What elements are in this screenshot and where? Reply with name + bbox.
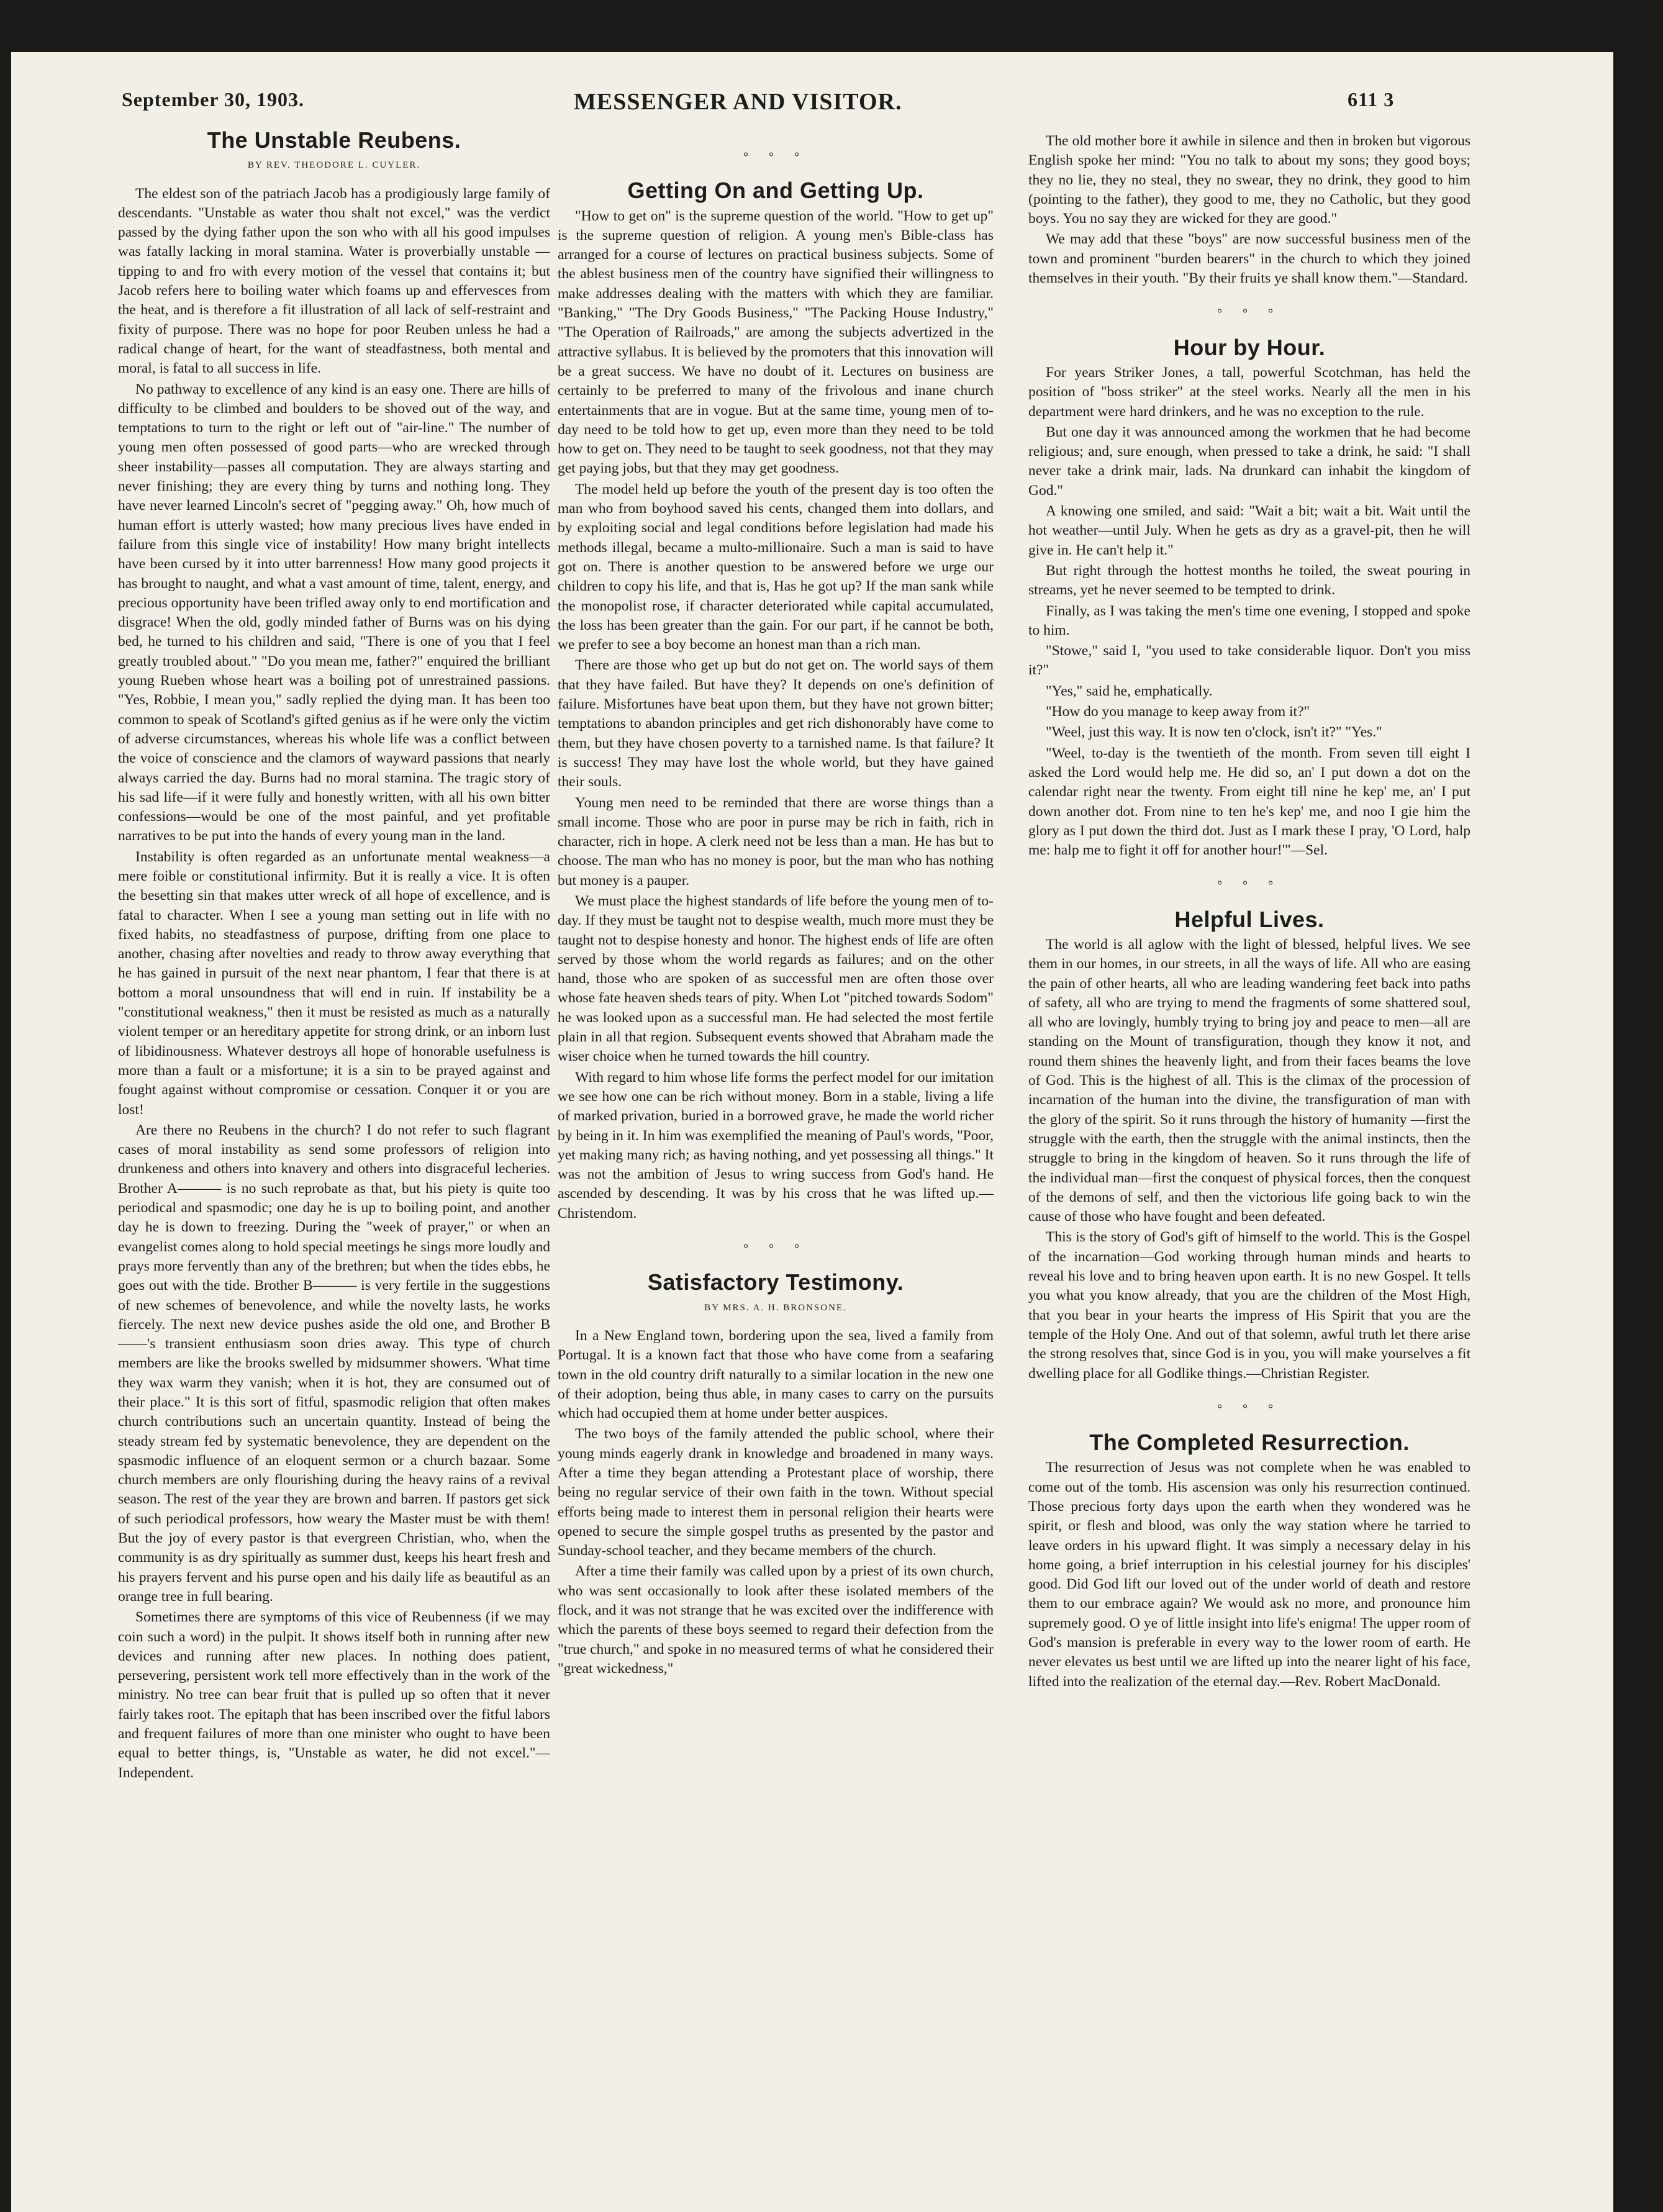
paragraph: No pathway to excellence of any kind is an easy one. There are hills of difficulty to be climbed and boulders to be shoved out of the way, and temptations to turn to the right or left out of "air-line." The number of young men often possessed of good parts—who are wrecked through sheer instability—passes all computation. They are always starting and never finishing; they are every thing by turns and nothing long. They have never learned Lincoln's secret of "pegging away." Oh, how much of human effort is utterly wasted; how many precious lives have ended in failure from this single vice of instability! How many bright intellects have been cursed by it into utter barrenness! How many good projects it has brought to naught, and what a vast amount of time, talent, energy, and precious opportunity have been trifled away only to end mortification and disgrace! When the old, godly minded father of Burns was on his dying bed, he turned to his children and said, "There is one of you that I feel greatly troubled about." "Do you mean me, father?" enquired the brilliant young Rueben whose heart was a boiling pot of unrestrained passions. "Yes, Robbie, I mean you," sadly replied the dying man. It has been too common to speak of Scotland's gifted genius as if he were only the victim of adverse circumstances, whereas his whole life was a conflict between the voice of conscience and the clamors of wayward passions that nearly always carried the day. Burns had no moral stamina. The tragic story of his sad life—if it were fully and honestly written, with all his own bitter confessions—would be one of the most painful, and yet profitable narratives to be put into the hands of every young man in the land. — [118, 381, 550, 845]
section-ornament: ° ° ° — [743, 150, 808, 164]
paragraph: "Weel, to-day is the twentieth of the month. From seven till eight I asked the Lord would help me. He did so, an' I put down a dot on the calendar right near the twenty. From eight till nine he kep' me, an' I put down another dot. From nine to ten he's kep' me, and noo I gie him the glory as I put down the third dot. Just as I mark these I pray, 'O Lord, halp me: halp me to fight it off for another hour!'"—Sel. — [1028, 745, 1470, 859]
paragraph: There are those who get up but do not get on. The world says of them that they have failed. But have they? It depends on one's definition of failure. Misfortunes have beat upon them, but they have not grown bitter; temptations to abandon principles and get rich dishonorably have come to them, but they have chosen poverty to a tarnished name. Is that failure? It is success! They may have lost the whole world, but they have gained their souls. — [558, 657, 994, 791]
column-3 — [1028, 132, 1470, 2187]
article-title-hour-by-hour: Hour by Hour. — [1173, 334, 1326, 360]
article-title-getting-on: Getting On and Getting Up. — [627, 178, 924, 204]
paragraph: "Weel, just this way. It is now ten o'clock, isn't it?" "Yes." — [1046, 724, 1382, 741]
paragraph: But right through the hottest months he toiled, the sweat pouring in streams, yet he never seemed to be tempted to drink. — [1028, 562, 1470, 599]
column-2 — [558, 132, 994, 2187]
paragraph: Instability is often regarded as an unfortunate mental weakness—a mere foible or constitutional infirmity. But it is really a vice. It is often the besetting sin that makes utter wreck of all hope of excellence, and is fatal to character. When I see a young man setting out in life with no fixed habits, no steadfastness of purpose, drifting from one place to another, chasing after novelties and ready to throw away everything that he has gained in pursuit of the next near phantom, I fear that there is at bottom a moral unsoundness that will end in ruin. If instability be a "constitutional weakness," then it must be resisted as much as a naturally violent temper or an hereditary appetite for strong drink, or an inborn lust of libidinousness. Whatever destroys all hope of honorable usefulness is more than a fault or a misfortune; it is a sin to be prayed against and fought against without compromise or cessation. Conquer it or you are lost! — [118, 848, 550, 1118]
paragraph: The two boys of the family attended the public school, where their young minds eagerly drank in knowledge and broadened in many ways. After a time they began attending a Protestant place of worship, there being no regular service of their own faith in the town. Without special efforts being made to interest them in personal religion their hearts were opened to secure the simple gospel truths as presented by the pastor and Sunday-school teacher, and they became members of the church. — [558, 1426, 994, 1559]
page-number: 611 3 — [1348, 88, 1395, 111]
paragraph: The model held up before the youth of the present day is too often the man who from boyhood saved his cents, changed them into dollars, and by exploiting social and legal conditions before legislation had made his methods illegal, became a multo-millionaire. Such a man is said to have got on. There is another question to be answered before we urge our children to copy his life, and that is, Has he got up? If the man sank while the monopolist rose, if character deteriorated while capital accumulated, the loss has been greater than the gain. For our part, if he cannot be both, we prefer to see a boy become an honest man than a rich man. — [558, 481, 994, 653]
byline-unstable-reubens: BY REV. THEODORE L. CUYLER. — [247, 160, 421, 171]
paragraph: We may add that these "boys" are now successful business men of the town and prominent "burden bearers" in the church to which they joined themselves in their youth. "By their fruits ye shall know them."—Standard. — [1028, 231, 1470, 287]
column-1 — [118, 127, 550, 2187]
section-ornament: ° ° ° — [1217, 1402, 1282, 1416]
paragraph: We must place the highest standards of life before the young men of to-day. If they must be taught not to despise wealth, much more must they be taught not to despise honesty and honor. The highest ends of life are often served by those whom the world regards as failures; and on the other hand, those who are spoken of as successful men are often those over whose fate heaven sheds tears of pity. When Lot "pitched towards Sodom" he was looked upon as a successful man. He had selected the most fertile plain in all that region. Subsequent events showed that Abraham made the wiser choice when he turned towards the hill country. — [558, 892, 994, 1065]
section-ornament: ° ° ° — [1217, 879, 1282, 893]
article-title-unstable-reubens: The Unstable Reubens. — [207, 127, 461, 153]
article-title-completed-resurrection: The Completed Resurrection. — [1089, 1430, 1410, 1456]
paragraph: "Yes," said he, emphatically. — [1046, 682, 1213, 699]
paragraph: The eldest son of the patriach Jacob has a prodigiously large family of descendants. "Unstable as water thou shalt not excel," was the verdict passed by the dying father upon the son who with all his good impulses was fatally lacking in moral stamina. Water is proverbially unstable —tipping to and fro with every motion of the vessel that contains it; but Jacob refers here to boiling water which foams up and effervesces from the heat, and is therefore a fit illustration of all lack of self-restraint and fixity of purpose. There was no hope for poor Reuben unless he had a radical change of heart, for the want of steadfastness, both mental and moral, is fatal to all success in life. — [118, 185, 550, 377]
paragraph: This is the story of God's gift of himself to the world. This is the Gospel of the incarnation—God working through human minds and hearts to reveal his love and to bring heaven upon earth. It is no new Gospel. It tells you what you know already, that you are the children of the Most High, that you bear in your hearts the impress of His Spirit that you are the temple of the Holy One. And out of that solemn, awful truth let there arise the strong resolves that, since God is in you, you will make yourselves a fit dwelling place for all Godlike things.—Christian Register. — [1028, 1229, 1470, 1382]
article-title-helpful-lives: Helpful Lives. — [1174, 906, 1325, 932]
newspaper-page — [11, 52, 1613, 2212]
section-ornament: ° ° ° — [743, 1242, 808, 1256]
paragraph: Young men need to be reminded that there are worse things than a small income. Those who are poor in purse may be rich in faith, rich in character, rich in hope. A clerk need not be less than a man. He has but to choose. The man who has no money is poor, but the man who has nothing but money is a pauper. — [558, 794, 994, 889]
paragraph: "Stowe," said I, "you used to take considerable liquor. Don't you miss it?" — [1028, 643, 1470, 679]
paragraph: "How to get on" is the supreme question of the world. "How to get up" is the supreme question of religion. A young men's Bible-class has arranged for a course of lectures on practical business subjects. Some of the ablest business men of the country have signified their willingness to make addresses dealing with the matters with which they are familiar. "Banking," "The Dry Goods Business," "The Packing House Industry," "The Operation of Railroads," are among the subjects advertized in the attractive syllabus. It is believed by the promoters that this innovation will be a great success. We have no doubt of it. Lectures on business are certainly to be preferred to many of the frivolous and inane church entertainments that are in vogue. But at the same time, young men of to-day need to be told how to get up, even more than they need to be told how to get on. They need to be taught to seek goodness, not that they may get paying jobs, but that they may get goodness. — [558, 207, 994, 477]
paragraph: Finally, as I was taking the men's time one evening, I stopped and spoke to him. — [1028, 602, 1470, 638]
paragraph: For years Striker Jones, a tall, powerful Scotchman, has held the position of "boss striker" at the steel works. Nearly all the men in his department were hard drinkers, and he was no exception to the rule. — [1028, 364, 1470, 420]
paragraph: A knowing one smiled, and said: "Wait a bit; wait a bit. Wait until the hot weather—until July. When he gets as dry as a gravel-pit, then he will give in. He can't help it." — [1028, 503, 1470, 558]
masthead-title: MESSENGER AND VISITOR. — [574, 89, 902, 115]
paragraph: The world is all aglow with the light of blessed, helpful lives. We see them in our homes, in our streets, in all the ways of life. All who are easing the pain of other hearts, all who are leading wandering feet back into paths of safety, all who are trying to mend the fragments of some shattered soul, all who are lovingly, humbly trying to bring joy and peace to men—all are standing on the Mount of transfiguration, though they know it not, and round them shines the heavenly light, and from their faces beams the love of God. This is the highest of all. This is the climax of the procession of incarnation of the human into the divine, the transfiguration of man with the glory of the spirit. So it runs through the history of humanity —first the struggle with the earth, then the struggle with the animal instincts, then the struggle to bring in the kingdom of heaven. So it runs through the life of the individual man—first the conquest of physical forces, then the conquest of the demons of self, and then the victorious life going back to win the cause of those who have fought and been defeated. — [1028, 936, 1470, 1225]
article-title-satisfactory-testimony: Satisfactory Testimony. — [647, 1269, 904, 1295]
paragraph: After a time their family was called upon by a priest of its own church, who was sent occasionally to look after these isolated members of the flock, and it was not strange that he was excited over the indifference with which the parents of these boys seemed to regard their defection from the "true church," and spoke in no measured terms of what he considered their "great wickedness," — [558, 1563, 994, 1677]
paragraph: But one day it was announced among the workmen that he had become religious; and, sure enough, when pressed to take a drink, he said: "I shall never take a drink mair, lads. Na drunkard can inhabit the kingdom of God." — [1028, 424, 1470, 499]
paragraph: With regard to him whose life forms the perfect model for our imitation we see how one can be rich without money. Born in a stable, living a life of marked privation, buried in a borrowed grave, he made the world richer by being in it. In him was exemplified the meaning of Paul's words, "Poor, yet making many rich; as having nothing, and yet possessing all things." It was not the ambition of Jesus to wring success from God's hand. He ascended by descending. It was by his cross that he was lifted up.—Christendom. — [558, 1069, 994, 1222]
byline-satisfactory-testimony: BY MRS. A. H. BRONSONE. — [704, 1302, 847, 1313]
section-ornament: ° ° ° — [1217, 307, 1282, 321]
paragraph: Sometimes there are symptoms of this vice of Reubenness (if we may coin such a word) in the pulpit. It shows itself both in running after new devices and running after new places. In nothing does patient, persevering, persistent work tell more effectively than in the work of the ministry. No tree can bear fruit that is pulled up so often that it never fairly takes root. The epitaph that has been inscribed over the fitful labors and frequent failures of more than one minister who ought to have been equal to better things, is, "Unstable as water, he did not excel."—Independent. — [118, 1609, 550, 1781]
paragraph: The resurrection of Jesus was not complete when he was enabled to come out of the tomb. His ascension was only his resurrection continued. Those precious forty days upon the earth when they wondered was he spirit, or flesh and blood, was only the way station where he tarried to leave orders in his upward flight. It was simply a necessary delay in his home going, a brief interruption in his celestial journey for his disciples' good. Did God lift our loved out of the under world of death and restore them to our embrace again? We would ask no more, and pronounce him supremely good. O ye of little insight into life's enigma! The upper room of God's mansion is preferable in every way to the lower room of earth. He never elevates us best until we are lifted up into the nearer light of his face, lifted into the realization of the eternal day.—Rev. Robert MacDonald. — [1028, 1459, 1470, 1690]
paragraph: "How do you manage to keep away from it?" — [1046, 704, 1310, 720]
paragraph: The old mother bore it awhile in silence and then in broken but vigorous English spoke her mind: "You no talk to about my sons; they good boys; they no lie, they no steal, they no swear, they no drink, they good to him (pointing to the father), they good to me, they no Catholic, but they good boys. You no say they are wicked for they are good." — [1028, 133, 1470, 227]
page-date: September 30, 1903. — [122, 88, 304, 111]
paragraph: Are there no Reubens in the church? I do not refer to such flagrant cases of moral instability as send some professors of religion into drunkeness and others into knavery and others into disgraceful lecheries. Brother A——— is no such reprobate as that, but his piety is quite too periodical and spasmodic; one day he is up to boiling point, and another day he is down to freezing. During the "week of prayer," or when an evangelist comes along to hold special meetings he sings more loudly and prays more fervently than any of the brethren; but when the tides ebbs, he goes out with the tide. Brother B——— is very fertile in the suggestions of new schemes of benevolence, and while the novelty lasts, he works fiercely. The next new device pushes aside the old one, and Brother B——'s transient enthusiasm soon dries away. This type of church members are like the brooks swelled by midsummer showers. 'What time they wax warm they vanish; when it is hot, they are consumed out of their place." It is this sort of fitful, spasmodic religion that often makes church contributions such an uncertain quantity. Instead of being the steady stream fed by systematic benevolence, they are dependent on the spasmodic influence of an eloquent sermon or a church bazaar. Some church members are only flourishing during the heavy rains of a revival season. The rest of the year they are brown and barren. If pastors get sick of such periodical professors, how weary the Master must be with them! But the joy of every pastor is that evergreen Christian, who, when the community is as dry spiritually as summer dust, keeps his heart fresh and his prayers fervent and his purse open and his daily life as beautiful as an orange tree in full bearing. — [118, 1122, 550, 1605]
paragraph: In a New England town, bordering upon the sea, lived a family from Portugal. It is a known fact that those who have come from a seafaring town in the old country drift naturally to a similar location in the new one of their adoption, being thus able, in many cases to carry on the pursuits which had occupied them at home under better auspices. — [558, 1327, 994, 1422]
